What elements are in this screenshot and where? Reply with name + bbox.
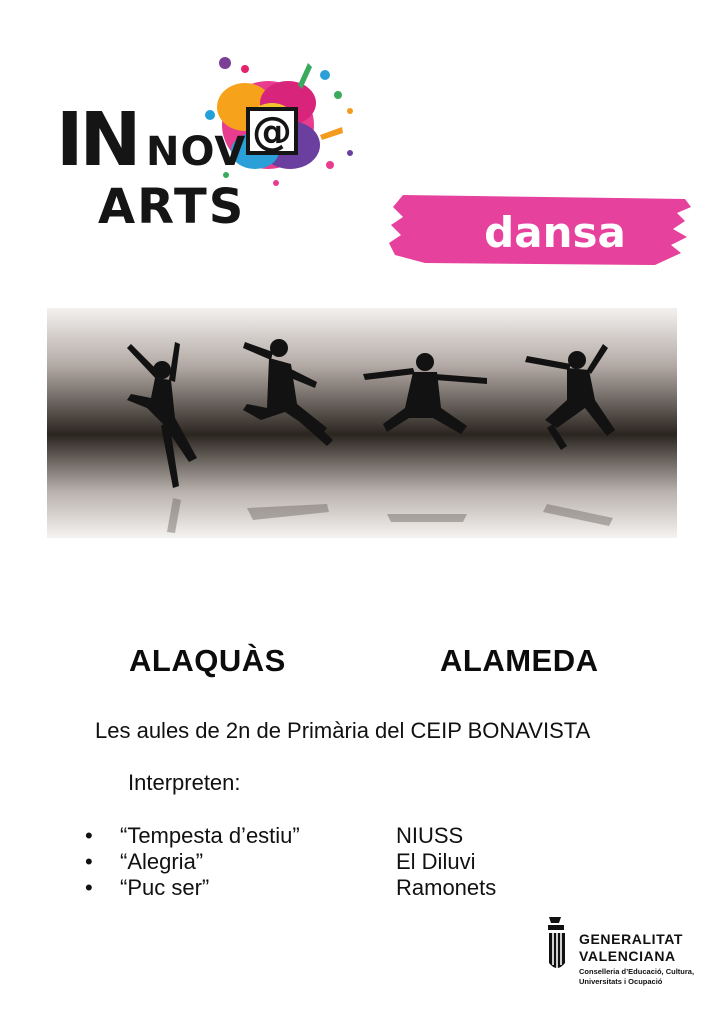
performance-item <box>85 823 605 849</box>
group-name: Ramonets <box>396 875 497 900</box>
song-title: “Tempesta d’estiu” <box>120 823 300 848</box>
gv-department-line1: Conselleria d’Educació, Cultura, <box>579 967 695 976</box>
group-name: NIUSS <box>396 823 464 848</box>
gv-title-line1: GENERALITAT <box>579 931 684 947</box>
list-bullet: • <box>85 875 93 900</box>
dancers-background <box>47 308 677 538</box>
innovarts-logo <box>50 45 390 245</box>
logo-in-text: IN <box>56 97 138 183</box>
list-bullet: • <box>85 823 93 848</box>
song-title: “Puc ser” <box>120 875 210 900</box>
dansa-label: dansa <box>484 208 626 257</box>
list-bullet: • <box>85 849 93 874</box>
town-heading-alameda: ALAMEDA <box>440 643 599 678</box>
performers-label: Interpreten: <box>128 770 241 795</box>
logo-arts-text: ARTS <box>98 179 246 235</box>
performance-item <box>85 875 605 901</box>
town-heading-alaquas: ALAQUÀS <box>129 643 286 678</box>
coat-of-arms-icon <box>545 915 573 975</box>
performance-item <box>85 849 605 875</box>
dansa-banner <box>385 185 695 270</box>
dancers-image <box>47 308 677 538</box>
at-symbol: @ <box>252 109 292 155</box>
generalitat-valenciana-logo <box>545 915 705 990</box>
song-title: “Alegria” <box>120 849 204 874</box>
gv-department-line2: Universitats i Ocupació <box>579 977 663 986</box>
logo-nov-text: NOV <box>146 129 247 175</box>
gv-title-line2: VALENCIANA <box>579 948 676 964</box>
school-subtitle: Les aules de 2n de Primària del CEIP BONAVISTA <box>95 718 591 743</box>
group-name: El Diluvi <box>396 849 476 874</box>
